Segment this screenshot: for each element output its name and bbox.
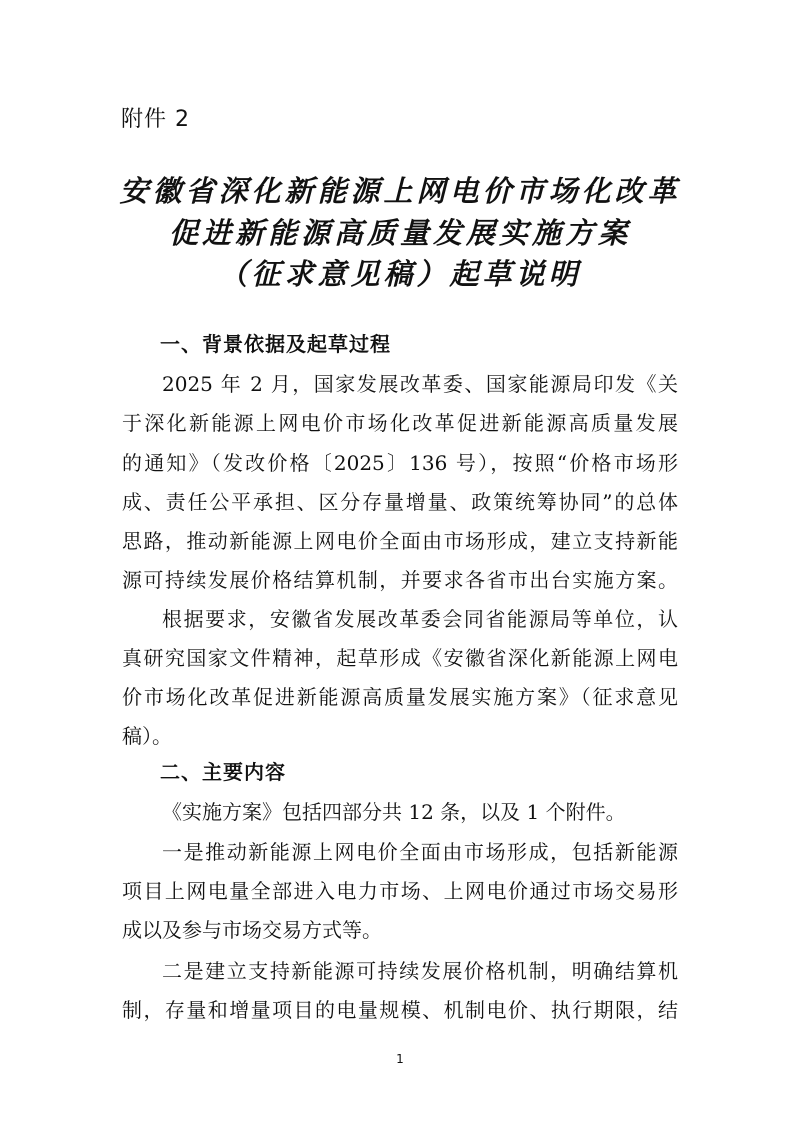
body-text-line: 稿）。 xyxy=(122,724,172,748)
page-number: 1 xyxy=(396,1052,404,1066)
body-text-line: 根据要求，安徽省发展改革委会同省能源局等单位，认 xyxy=(162,607,678,631)
body-text-line: 制，存量和增量项目的电量规模、机制电价、执行期限，结 xyxy=(122,998,678,1022)
body-text-line: 《实施方案》包括四部分共 12 条，以及 1 个附件。 xyxy=(162,800,626,824)
body-text-line: 于深化新能源上网电价市场化改革促进新能源高质量发展 xyxy=(122,411,678,435)
document-title-line-2: 促进新能源高质量发展实施方案 xyxy=(168,216,631,250)
body-text-line: 成以及参与市场交易方式等。 xyxy=(122,918,382,942)
body-text-line: 价市场化改革促进新能源高质量发展实施方案》（征求意见 xyxy=(122,685,678,709)
body-text-line: 二是建立支持新能源可持续发展价格机制，明确结算机 xyxy=(162,959,678,983)
body-text-line: 2025 年 2 月，国家发展改革委、国家能源局印发《关 xyxy=(162,372,678,396)
document-title-line-3: （征求意见稿）起草说明 xyxy=(218,257,582,291)
body-text-line: 项目上网电量全部进入电力市场、上网电价通过市场交易形 xyxy=(122,879,678,903)
body-text-line: 源可持续发展价格结算机制，并要求各省市出台实施方案。 xyxy=(122,568,678,592)
attachment-label: 附件 2 xyxy=(121,107,190,132)
section-heading-main-content: 二、主要内容 xyxy=(160,760,286,784)
body-text-line: 成、责任公平承担、区分存量增量、政策统筹协同”的总体 xyxy=(122,490,678,514)
section-heading-background: 一、背景依据及起草过程 xyxy=(160,332,391,356)
body-text-line: 的通知》（发改价格〔2025〕136 号），按照“价格市场形 xyxy=(122,451,678,475)
document-title-line-1: 安徽省深化新能源上网电价市场化改革 xyxy=(119,174,681,208)
body-text-line: 思路，推动新能源上网电价全面由市场形成，建立支持新能 xyxy=(122,529,678,553)
body-text-line: 真研究国家文件精神，起草形成《安徽省深化新能源上网电 xyxy=(122,646,678,670)
body-text-line: 一是推动新能源上网电价全面由市场形成，包括新能源 xyxy=(162,840,678,864)
